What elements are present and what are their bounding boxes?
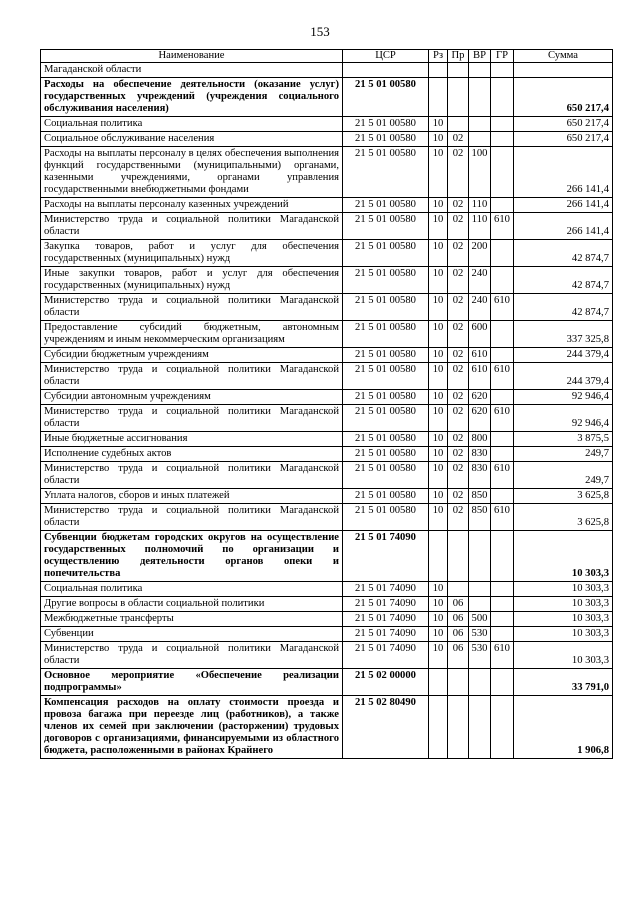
row-name: Расходы на выплаты персоналу казенных учреждений (41, 198, 343, 213)
row-name: Социальное обслуживание населения (41, 132, 343, 147)
row-pr: 02 (448, 132, 469, 147)
row-name: Исполнение судебных актов (41, 447, 343, 462)
row-sum: 10 303,3 (514, 627, 613, 642)
row-rz: 10 (429, 432, 448, 447)
table-row (41, 531, 613, 582)
row-gr (491, 696, 514, 759)
row-rz: 10 (429, 132, 448, 147)
table-row (41, 597, 613, 612)
row-pr: 02 (448, 405, 469, 432)
row-rz: 10 (429, 447, 448, 462)
row-gr: 610 (491, 294, 514, 321)
row-csr: 21 5 01 74090 (343, 531, 429, 582)
row-sum: 3 875,5 (514, 432, 613, 447)
row-gr: 610 (491, 642, 514, 669)
row-name: Магаданской области (41, 63, 343, 78)
row-pr: 02 (448, 267, 469, 294)
row-sum: 249,7 (514, 447, 613, 462)
row-name: Министерство труда и социальной политики Магаданской области (41, 642, 343, 669)
row-pr: 02 (448, 213, 469, 240)
row-csr: 21 5 01 00580 (343, 363, 429, 390)
row-gr: 610 (491, 213, 514, 240)
row-pr: 02 (448, 462, 469, 489)
row-csr: 21 5 01 00580 (343, 348, 429, 363)
row-csr: 21 5 01 00580 (343, 78, 429, 117)
table-row (41, 582, 613, 597)
header-csr: ЦСР (343, 50, 429, 63)
row-rz: 10 (429, 390, 448, 405)
row-rz: 10 (429, 405, 448, 432)
table-row (41, 267, 613, 294)
row-vr: 800 (469, 432, 491, 447)
row-sum: 10 303,3 (514, 582, 613, 597)
row-rz: 10 (429, 213, 448, 240)
table-body (41, 63, 613, 759)
row-name: Министерство труда и социальной политики Магаданской области (41, 462, 343, 489)
row-name: Министерство труда и социальной политики Магаданской области (41, 294, 343, 321)
row-vr: 830 (469, 447, 491, 462)
row-rz: 10 (429, 348, 448, 363)
row-rz (429, 669, 448, 696)
row-gr (491, 132, 514, 147)
table-row (41, 147, 613, 198)
row-gr (491, 447, 514, 462)
table-row (41, 321, 613, 348)
row-pr: 06 (448, 627, 469, 642)
row-vr: 240 (469, 267, 491, 294)
row-rz: 10 (429, 267, 448, 294)
budget-table (40, 49, 613, 759)
row-vr: 850 (469, 504, 491, 531)
table-row (41, 213, 613, 240)
row-sum: 266 141,4 (514, 213, 613, 240)
page-number: 153 (310, 24, 330, 39)
row-sum: 266 141,4 (514, 198, 613, 213)
row-rz: 10 (429, 597, 448, 612)
row-csr: 21 5 01 00580 (343, 294, 429, 321)
row-vr: 200 (469, 240, 491, 267)
row-name: Министерство труда и социальной политики Магаданской области (41, 363, 343, 390)
row-pr (448, 63, 469, 78)
header-vr: ВР (469, 50, 491, 63)
row-name: Министерство труда и социальной политики Магаданской области (41, 405, 343, 432)
row-vr: 500 (469, 612, 491, 627)
row-sum: 244 379,4 (514, 348, 613, 363)
row-rz: 10 (429, 504, 448, 531)
row-vr: 530 (469, 642, 491, 669)
row-csr: 21 5 01 00580 (343, 132, 429, 147)
row-sum: 92 946,4 (514, 405, 613, 432)
row-csr: 21 5 01 74090 (343, 582, 429, 597)
row-gr (491, 597, 514, 612)
table-row (41, 432, 613, 447)
table-row (41, 612, 613, 627)
header-sum: Сумма (514, 50, 613, 63)
row-pr (448, 582, 469, 597)
row-name: Субсидии бюджетным учреждениям (41, 348, 343, 363)
row-rz: 10 (429, 642, 448, 669)
row-pr (448, 531, 469, 582)
row-sum: 650 217,4 (514, 117, 613, 132)
row-vr: 240 (469, 294, 491, 321)
table-header (41, 50, 613, 63)
row-name: Предоставление субсидий бюджетным, автономным учреждениям и иным некоммерческим организациям (41, 321, 343, 348)
row-vr: 850 (469, 489, 491, 504)
row-gr (491, 321, 514, 348)
row-vr: 110 (469, 198, 491, 213)
table-row (41, 489, 613, 504)
header-pr: Пр (448, 50, 469, 63)
row-name: Министерство труда и социальной политики Магаданской области (41, 213, 343, 240)
row-gr: 610 (491, 405, 514, 432)
row-pr: 02 (448, 294, 469, 321)
row-vr (469, 63, 491, 78)
row-sum: 10 303,3 (514, 642, 613, 669)
row-vr (469, 531, 491, 582)
row-vr: 110 (469, 213, 491, 240)
row-vr (469, 669, 491, 696)
row-rz (429, 531, 448, 582)
row-gr: 610 (491, 363, 514, 390)
row-sum: 42 874,7 (514, 294, 613, 321)
row-name: Субвенции (41, 627, 343, 642)
row-sum: 244 379,4 (514, 363, 613, 390)
row-sum: 42 874,7 (514, 267, 613, 294)
row-name: Иные закупки товаров, работ и услуг для обеспечения государственных (муниципальных) нужд (41, 267, 343, 294)
table-row (41, 240, 613, 267)
row-name: Социальная политика (41, 117, 343, 132)
row-pr: 06 (448, 642, 469, 669)
row-csr: 21 5 01 00580 (343, 447, 429, 462)
row-pr (448, 117, 469, 132)
row-pr (448, 696, 469, 759)
row-csr: 21 5 01 00580 (343, 117, 429, 132)
row-name: Расходы на обеспечение деятельности (оказание услуг) государственных учреждений (учреждения социального обслуживания населения) (41, 78, 343, 117)
row-sum: 10 303,3 (514, 612, 613, 627)
table-row (41, 696, 613, 759)
table-row (41, 363, 613, 390)
row-csr: 21 5 01 00580 (343, 489, 429, 504)
row-gr (491, 240, 514, 267)
header-rz: Рз (429, 50, 448, 63)
row-pr: 02 (448, 363, 469, 390)
row-rz: 10 (429, 582, 448, 597)
table-row (41, 198, 613, 213)
row-gr (491, 348, 514, 363)
row-csr: 21 5 02 80490 (343, 696, 429, 759)
table-row (41, 294, 613, 321)
row-gr: 610 (491, 504, 514, 531)
row-name: Иные бюджетные ассигнования (41, 432, 343, 447)
row-vr: 610 (469, 363, 491, 390)
row-csr: 21 5 01 00580 (343, 213, 429, 240)
row-gr (491, 627, 514, 642)
row-sum: 249,7 (514, 462, 613, 489)
row-csr: 21 5 01 74090 (343, 612, 429, 627)
row-name: Основное мероприятие «Обеспечение реализации подпрограммы» (41, 669, 343, 696)
row-csr: 21 5 01 00580 (343, 405, 429, 432)
table-row (41, 669, 613, 696)
row-csr: 21 5 01 74090 (343, 627, 429, 642)
row-sum: 10 303,3 (514, 531, 613, 582)
row-sum: 337 325,8 (514, 321, 613, 348)
table-row (41, 504, 613, 531)
row-rz (429, 78, 448, 117)
table-row (41, 78, 613, 117)
row-sum: 1 906,8 (514, 696, 613, 759)
row-rz: 10 (429, 612, 448, 627)
row-csr: 21 5 01 74090 (343, 642, 429, 669)
row-name: Межбюджетные трансферты (41, 612, 343, 627)
row-pr: 02 (448, 240, 469, 267)
header-gr: ГР (491, 50, 514, 63)
row-pr: 06 (448, 597, 469, 612)
row-name: Расходы на выплаты персоналу в целях обеспечения выполнения функций государственными (муниципальными) органами, казенными учреждениями, органами управления государственными внебюджетными фондами (41, 147, 343, 198)
row-rz: 10 (429, 294, 448, 321)
table-row (41, 405, 613, 432)
row-csr: 21 5 01 00580 (343, 147, 429, 198)
table-row (41, 642, 613, 669)
row-rz: 10 (429, 627, 448, 642)
row-pr: 02 (448, 147, 469, 198)
row-sum: 650 217,4 (514, 132, 613, 147)
row-gr (491, 669, 514, 696)
row-rz: 10 (429, 321, 448, 348)
row-vr (469, 582, 491, 597)
row-name: Уплата налогов, сборов и иных платежей (41, 489, 343, 504)
row-sum (514, 63, 613, 78)
row-pr: 02 (448, 348, 469, 363)
row-sum: 3 625,8 (514, 489, 613, 504)
row-name: Субсидии автономным учреждениям (41, 390, 343, 405)
row-rz (429, 696, 448, 759)
row-csr: 21 5 01 00580 (343, 321, 429, 348)
row-gr (491, 267, 514, 294)
row-gr (491, 117, 514, 132)
row-sum: 3 625,8 (514, 504, 613, 531)
row-vr (469, 132, 491, 147)
row-csr: 21 5 01 00580 (343, 267, 429, 294)
row-rz (429, 63, 448, 78)
row-gr (491, 198, 514, 213)
row-name: Социальная политика (41, 582, 343, 597)
row-vr (469, 696, 491, 759)
row-sum: 92 946,4 (514, 390, 613, 405)
table-row (41, 447, 613, 462)
row-vr (469, 117, 491, 132)
row-gr (491, 63, 514, 78)
row-vr: 620 (469, 405, 491, 432)
row-sum: 650 217,4 (514, 78, 613, 117)
row-name: Закупка товаров, работ и услуг для обеспечения государственных (муниципальных) нужд (41, 240, 343, 267)
row-sum: 10 303,3 (514, 597, 613, 612)
row-sum: 42 874,7 (514, 240, 613, 267)
row-csr: 21 5 01 00580 (343, 504, 429, 531)
header-name: Наименование (41, 50, 343, 63)
row-pr: 02 (448, 504, 469, 531)
row-csr: 21 5 01 00580 (343, 240, 429, 267)
row-vr (469, 597, 491, 612)
row-pr: 02 (448, 198, 469, 213)
row-rz: 10 (429, 462, 448, 489)
row-rz: 10 (429, 147, 448, 198)
row-name: Другие вопросы в области социальной политики (41, 597, 343, 612)
row-pr: 02 (448, 489, 469, 504)
row-name: Компенсация расходов на оплату стоимости проезда и провоза багажа при переезде лиц (работников), а также членов их семей при заключении (расторжении) трудовых договоров с организациями, финансируемыми из областного бюджета, расположенными в районах Крайнего (41, 696, 343, 759)
table-row (41, 627, 613, 642)
row-pr: 06 (448, 612, 469, 627)
row-pr: 02 (448, 432, 469, 447)
row-csr: 21 5 01 00580 (343, 390, 429, 405)
table-row (41, 348, 613, 363)
row-vr (469, 78, 491, 117)
row-pr: 02 (448, 321, 469, 348)
row-sum: 266 141,4 (514, 147, 613, 198)
row-vr: 830 (469, 462, 491, 489)
table-row (41, 390, 613, 405)
row-vr: 600 (469, 321, 491, 348)
row-sum: 33 791,0 (514, 669, 613, 696)
row-gr: 610 (491, 462, 514, 489)
row-csr: 21 5 02 00000 (343, 669, 429, 696)
row-csr: 21 5 01 00580 (343, 462, 429, 489)
row-csr: 21 5 01 00580 (343, 198, 429, 213)
row-rz: 10 (429, 489, 448, 504)
row-name: Субвенции бюджетам городских округов на осуществление государственных полномочий по организации и осуществлению деятельности органов опеки и попечительства (41, 531, 343, 582)
row-vr: 620 (469, 390, 491, 405)
row-gr (491, 78, 514, 117)
table-row (41, 63, 613, 78)
row-vr: 100 (469, 147, 491, 198)
row-gr (491, 612, 514, 627)
table-row (41, 462, 613, 489)
row-gr (491, 147, 514, 198)
row-rz: 10 (429, 240, 448, 267)
row-csr: 21 5 01 00580 (343, 432, 429, 447)
row-name: Министерство труда и социальной политики Магаданской области (41, 504, 343, 531)
row-vr: 610 (469, 348, 491, 363)
row-gr (491, 531, 514, 582)
row-pr: 02 (448, 390, 469, 405)
row-csr (343, 63, 429, 78)
row-pr (448, 78, 469, 117)
row-gr (491, 390, 514, 405)
row-rz: 10 (429, 363, 448, 390)
row-gr (491, 432, 514, 447)
row-gr (491, 489, 514, 504)
row-csr: 21 5 01 74090 (343, 597, 429, 612)
table-row (41, 117, 613, 132)
row-vr: 530 (469, 627, 491, 642)
row-rz: 10 (429, 198, 448, 213)
table-row (41, 132, 613, 147)
row-gr (491, 582, 514, 597)
row-pr (448, 669, 469, 696)
row-pr: 02 (448, 447, 469, 462)
row-rz: 10 (429, 117, 448, 132)
